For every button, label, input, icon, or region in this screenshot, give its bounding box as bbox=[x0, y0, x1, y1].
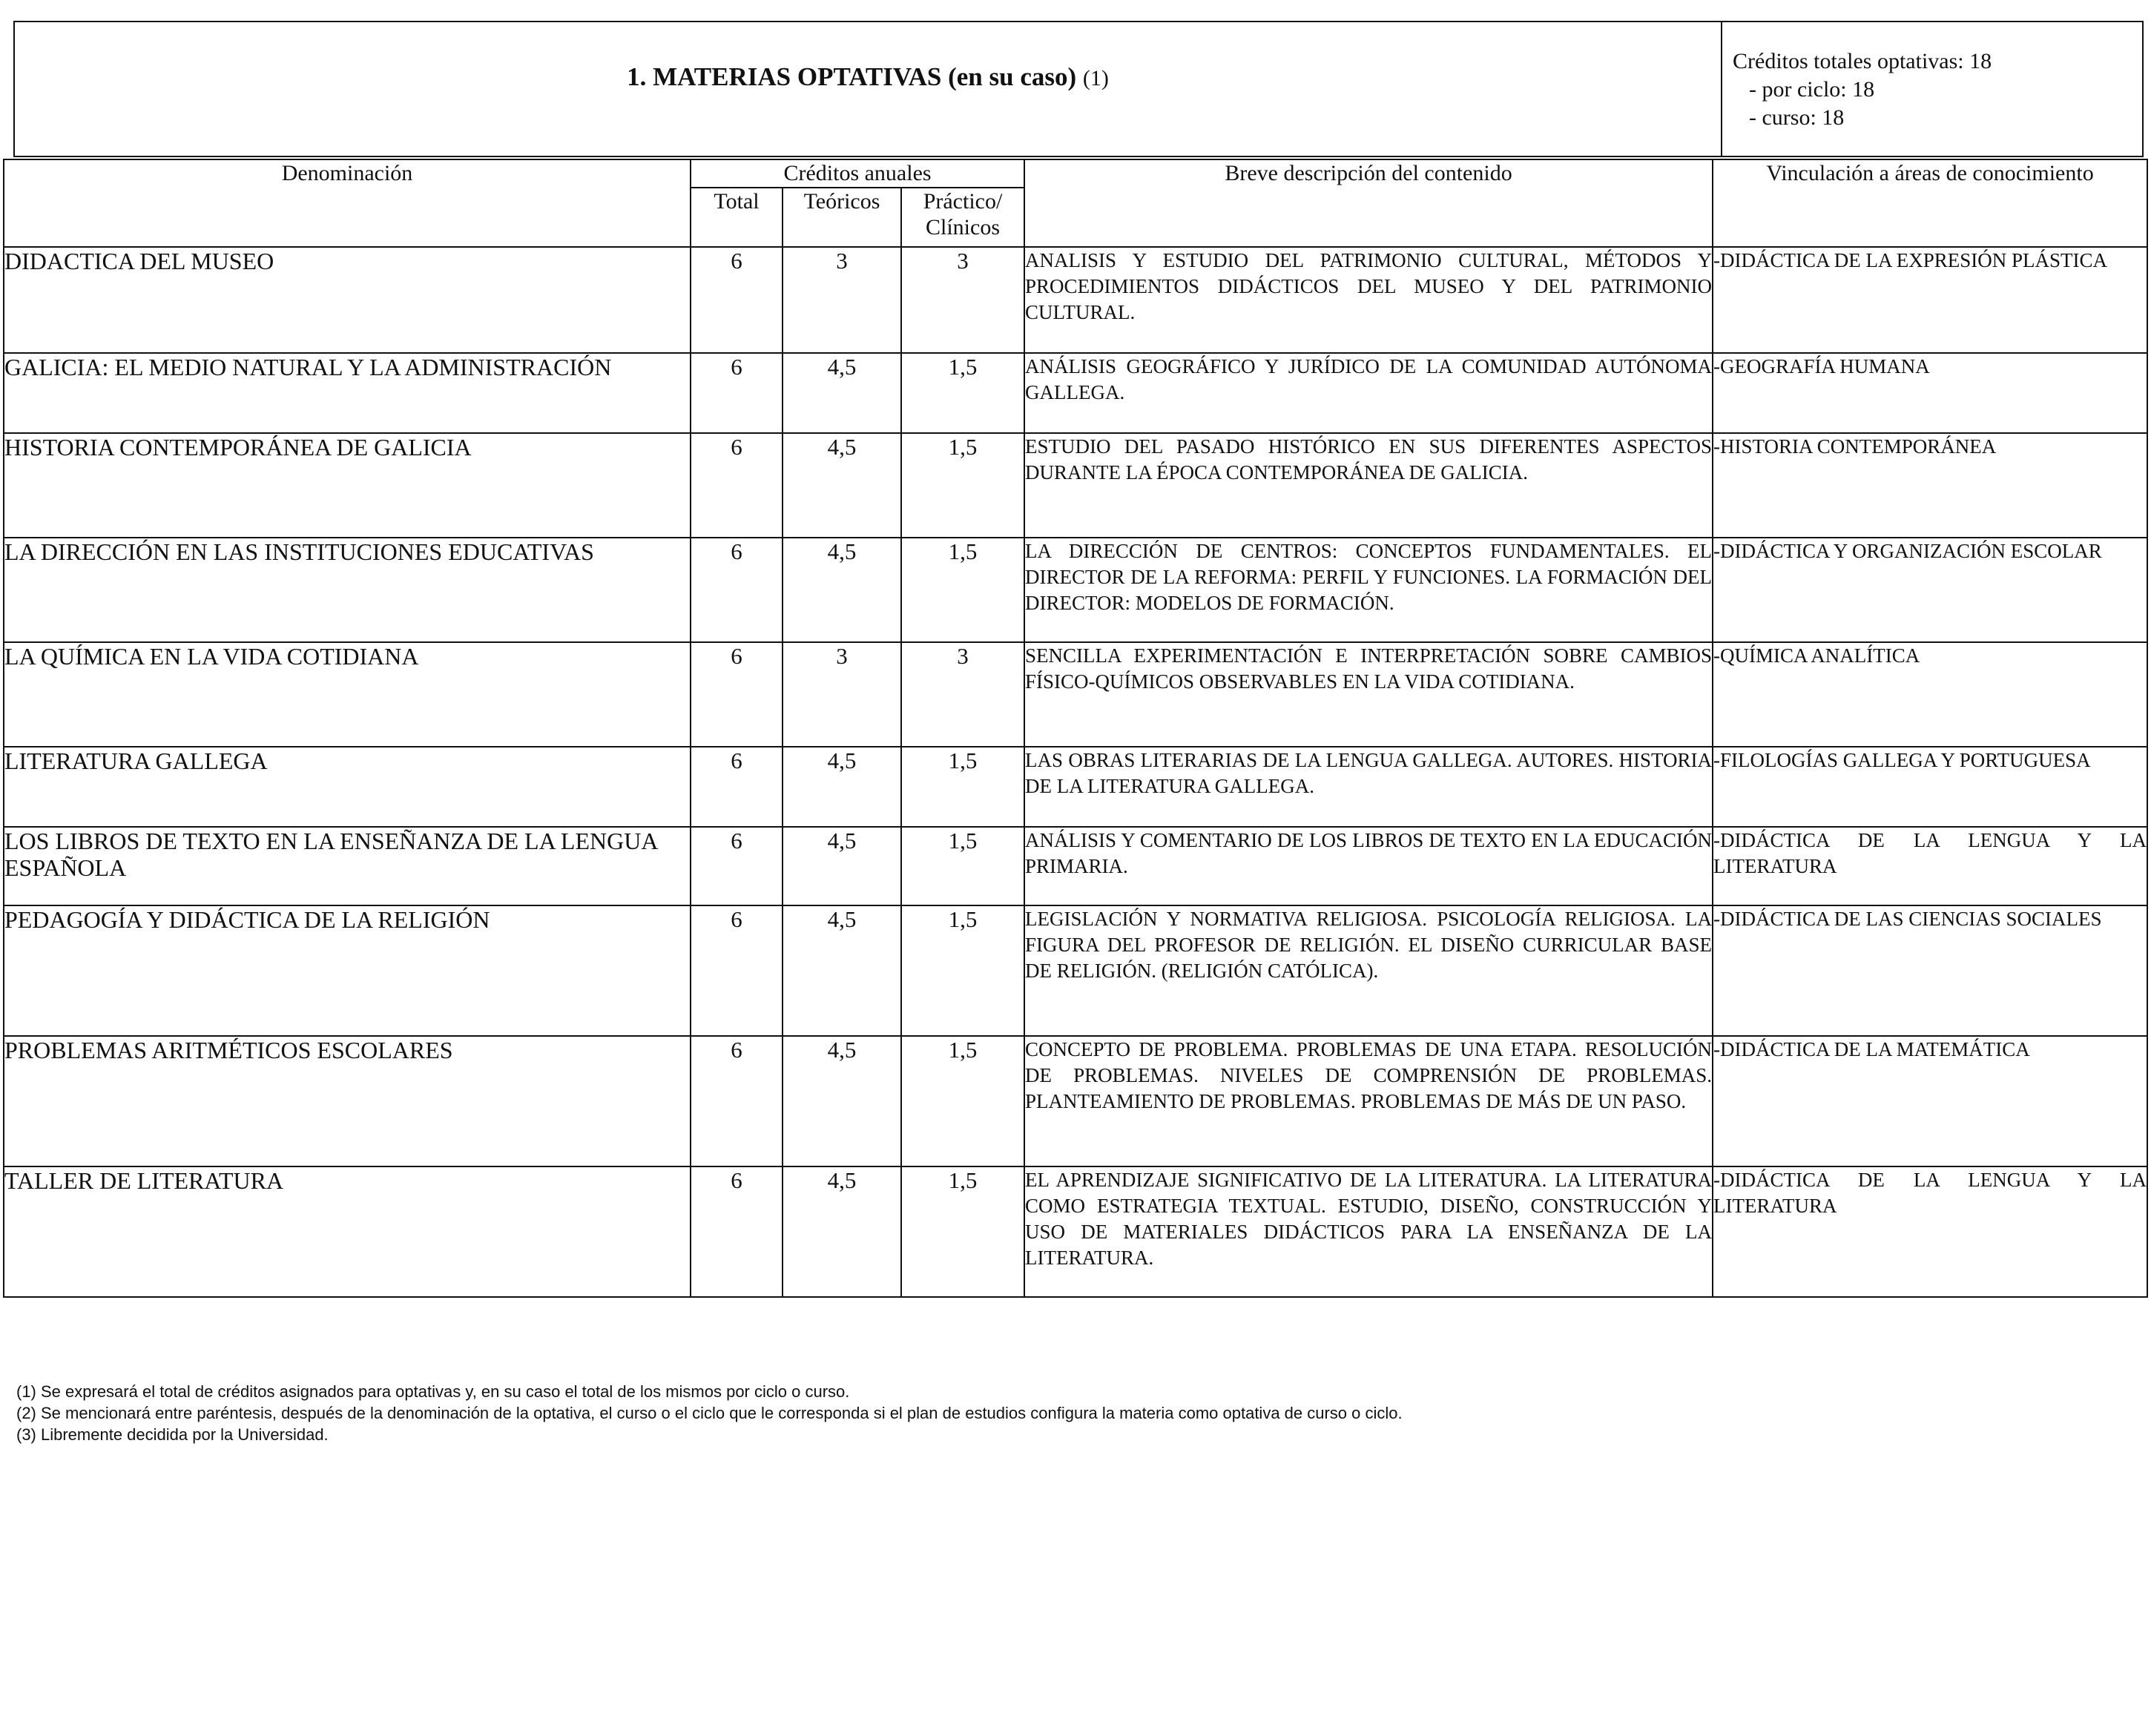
credits-practice-cell: 1,5 bbox=[901, 747, 1024, 827]
header-practicos: Práctico/ Clínicos bbox=[901, 188, 1024, 247]
credits-per-course: - curso: 18 bbox=[1749, 105, 1845, 130]
credits-practice-cell: 1,5 bbox=[901, 1166, 1024, 1297]
credits-total-cell: 6 bbox=[691, 353, 783, 433]
credits-theory-cell: 4,5 bbox=[783, 905, 901, 1036]
subject-name: HISTORIA CONTEMPORÁNEA DE GALICIA bbox=[4, 433, 691, 538]
credits-total-cell: 6 bbox=[691, 642, 783, 747]
table-row bbox=[4, 747, 2147, 827]
credits-practice-cell: 1,5 bbox=[901, 827, 1024, 905]
subject-name: TALLER DE LITERATURA bbox=[4, 1166, 691, 1297]
credits-practice-cell: 1,5 bbox=[901, 1036, 1024, 1166]
credits-theory-cell: 3 bbox=[783, 642, 901, 747]
credits-practice-cell: 3 bbox=[901, 642, 1024, 747]
subject-area: -DIDÁCTICA DE LA EXPRESIÓN PLÁSTICA bbox=[1713, 247, 2147, 353]
credits-theory-cell: 3 bbox=[783, 247, 901, 353]
subject-area: -DIDÁCTICA DE LA MATEMÁTICA bbox=[1713, 1036, 2147, 1166]
subject-area: -HISTORIA CONTEMPORÁNEA bbox=[1713, 433, 2147, 538]
table-row bbox=[4, 1166, 2147, 1297]
subject-name: PEDAGOGÍA Y DIDÁCTICA DE LA RELIGIÓN bbox=[4, 905, 691, 1036]
credits-total-cell: 6 bbox=[691, 747, 783, 827]
subject-description: CONCEPTO DE PROBLEMA. PROBLEMAS DE UNA ETAPA. RESOLUCIÓN DE PROBLEMAS. NIVELES DE COMPRENSIÓN DE PROBLEMAS. PLANTEAMIENTO DE PROBLEMAS. PROBLEMAS DE MÁS DE UN PASO. bbox=[1024, 1036, 1713, 1166]
subject-description: ANÁLISIS GEOGRÁFICO Y JURÍDICO DE LA COMUNIDAD AUTÓNOMA GALLEGA. bbox=[1024, 353, 1713, 433]
subject-description: ESTUDIO DEL PASADO HISTÓRICO EN SUS DIFERENTES ASPECTOS DURANTE LA ÉPOCA CONTEMPORÁNEA DE GALICIA. bbox=[1024, 433, 1713, 538]
subject-description: ANÁLISIS Y COMENTARIO DE LOS LIBROS DE TEXTO EN LA EDUCACIÓN PRIMARIA. bbox=[1024, 827, 1713, 905]
credits-total: Créditos totales optativas: 18 bbox=[1733, 49, 1992, 73]
section-title-text: 1. MATERIAS OPTATIVAS (en su caso) bbox=[627, 62, 1077, 91]
subject-name: LITERATURA GALLEGA bbox=[4, 747, 691, 827]
footnotes bbox=[16, 1381, 2019, 1445]
subject-area: -FILOLOGÍAS GALLEGA Y PORTUGUESA bbox=[1713, 747, 2147, 827]
credits-theory-cell: 4,5 bbox=[783, 1036, 901, 1166]
subject-name: LA QUÍMICA EN LA VIDA COTIDIANA bbox=[4, 642, 691, 747]
table-row bbox=[4, 538, 2147, 642]
credits-practice-cell: 1,5 bbox=[901, 538, 1024, 642]
subject-area: -GEOGRAFÍA HUMANA bbox=[1713, 353, 2147, 433]
table-row bbox=[4, 433, 2147, 538]
credits-theory-cell: 4,5 bbox=[783, 433, 901, 538]
credits-theory-cell: 4,5 bbox=[783, 353, 901, 433]
header-descripcion: Breve descripción del contenido bbox=[1024, 159, 1713, 247]
footnote-3: (3) Libremente decidida por la Universidad. bbox=[16, 1425, 329, 1444]
credits-summary bbox=[1733, 47, 1992, 132]
header-creditos: Créditos anuales bbox=[691, 159, 1024, 188]
credits-practice-cell: 1,5 bbox=[901, 905, 1024, 1036]
header-divider bbox=[1721, 22, 1722, 156]
credits-theory-cell: 4,5 bbox=[783, 1166, 901, 1297]
section-header bbox=[13, 21, 2144, 157]
table-row bbox=[4, 905, 2147, 1036]
subject-description: LA DIRECCIÓN DE CENTROS: CONCEPTOS FUNDAMENTALES. EL DIRECTOR DE LA REFORMA: PERFIL Y FUNCIONES. LA FORMACIÓN DEL DIRECTOR: MODELOS DE FORMACIÓN. bbox=[1024, 538, 1713, 642]
table-row bbox=[4, 827, 2147, 905]
credits-total-cell: 6 bbox=[691, 247, 783, 353]
table-row bbox=[4, 247, 2147, 353]
section-title-note: (1) bbox=[1082, 66, 1109, 90]
subject-name: GALICIA: EL MEDIO NATURAL Y LA ADMINISTRACIÓN bbox=[4, 353, 691, 433]
credits-total-cell: 6 bbox=[691, 827, 783, 905]
credits-total-cell: 6 bbox=[691, 538, 783, 642]
subject-description: EL APRENDIZAJE SIGNIFICATIVO DE LA LITERATURA. LA LITERATURA COMO ESTRATEGIA TEXTUAL. ESTUDIO, DISEÑO, CONSTRUCCIÓN Y USO DE MATERIALES DIDÁCTICOS PARA LA ENSEÑANZA DE LA LITERATURA. bbox=[1024, 1166, 1713, 1297]
credits-total-cell: 6 bbox=[691, 433, 783, 538]
table-row bbox=[4, 642, 2147, 747]
subject-name: DIDACTICA DEL MUSEO bbox=[4, 247, 691, 353]
credits-per-cycle: - por ciclo: 18 bbox=[1749, 77, 1875, 102]
subject-name: LA DIRECCIÓN EN LAS INSTITUCIONES EDUCATIVAS bbox=[4, 538, 691, 642]
credits-theory-cell: 4,5 bbox=[783, 538, 901, 642]
credits-theory-cell: 4,5 bbox=[783, 827, 901, 905]
subject-area: -QUÍMICA ANALÍTICA bbox=[1713, 642, 2147, 747]
subjects-table bbox=[3, 159, 2148, 1298]
table-row bbox=[4, 353, 2147, 433]
credits-practice-cell: 1,5 bbox=[901, 433, 1024, 538]
credits-total-cell: 6 bbox=[691, 905, 783, 1036]
subject-description: SENCILLA EXPERIMENTACIÓN E INTERPRETACIÓN SOBRE CAMBIOS FÍSICO-QUÍMICOS OBSERVABLES EN LA VIDA COTIDIANA. bbox=[1024, 642, 1713, 747]
subject-area: -DIDÁCTICA DE LA LENGUA Y LA LITERATURA bbox=[1713, 827, 2147, 905]
credits-total-cell: 6 bbox=[691, 1036, 783, 1166]
footnote-1: (1) Se expresará el total de créditos asignados para optativas y, en su caso el total de los mismos por ciclo o curso. bbox=[16, 1382, 850, 1401]
subject-name: PROBLEMAS ARITMÉTICOS ESCOLARES bbox=[4, 1036, 691, 1166]
header-vinculacion: Vinculación a áreas de conocimiento bbox=[1713, 159, 2147, 247]
credits-practice-cell: 3 bbox=[901, 247, 1024, 353]
section-title bbox=[15, 62, 1721, 92]
subject-area: -DIDÁCTICA Y ORGANIZACIÓN ESCOLAR bbox=[1713, 538, 2147, 642]
header-denominacion: Denominación bbox=[4, 159, 691, 247]
header-teoricos: Teóricos bbox=[783, 188, 901, 247]
footnote-2: (2) Se mencionará entre paréntesis, después de la denominación de la optativa, el curso o el ciclo que le corresponda si el plan de estudios configura la materia como optativa de curso o ciclo. bbox=[16, 1404, 1403, 1422]
table-row bbox=[4, 1036, 2147, 1166]
subject-area: -DIDÁCTICA DE LAS CIENCIAS SOCIALES bbox=[1713, 905, 2147, 1036]
subject-description: ANALISIS Y ESTUDIO DEL PATRIMONIO CULTURAL, MÉTODOS Y PROCEDIMIENTOS DIDÁCTICOS DEL MUSEO Y DEL PATRIMONIO CULTURAL. bbox=[1024, 247, 1713, 353]
credits-total-cell: 6 bbox=[691, 1166, 783, 1297]
credits-theory-cell: 4,5 bbox=[783, 747, 901, 827]
credits-practice-cell: 1,5 bbox=[901, 353, 1024, 433]
header-total: Total bbox=[691, 188, 783, 247]
subject-area: -DIDÁCTICA DE LA LENGUA Y LA LITERATURA bbox=[1713, 1166, 2147, 1297]
subject-name: LOS LIBROS DE TEXTO EN LA ENSEÑANZA DE LA LENGUA ESPAÑOLA bbox=[4, 827, 691, 905]
subject-description: LEGISLACIÓN Y NORMATIVA RELIGIOSA. PSICOLOGÍA RELIGIOSA. LA FIGURA DEL PROFESOR DE RELIGIÓN. EL DISEÑO CURRICULAR BASE DE RELIGIÓN. (RELIGIÓN CATÓLICA). bbox=[1024, 905, 1713, 1036]
subject-description: LAS OBRAS LITERARIAS DE LA LENGUA GALLEGA. AUTORES. HISTORIA DE LA LITERATURA GALLEGA. bbox=[1024, 747, 1713, 827]
